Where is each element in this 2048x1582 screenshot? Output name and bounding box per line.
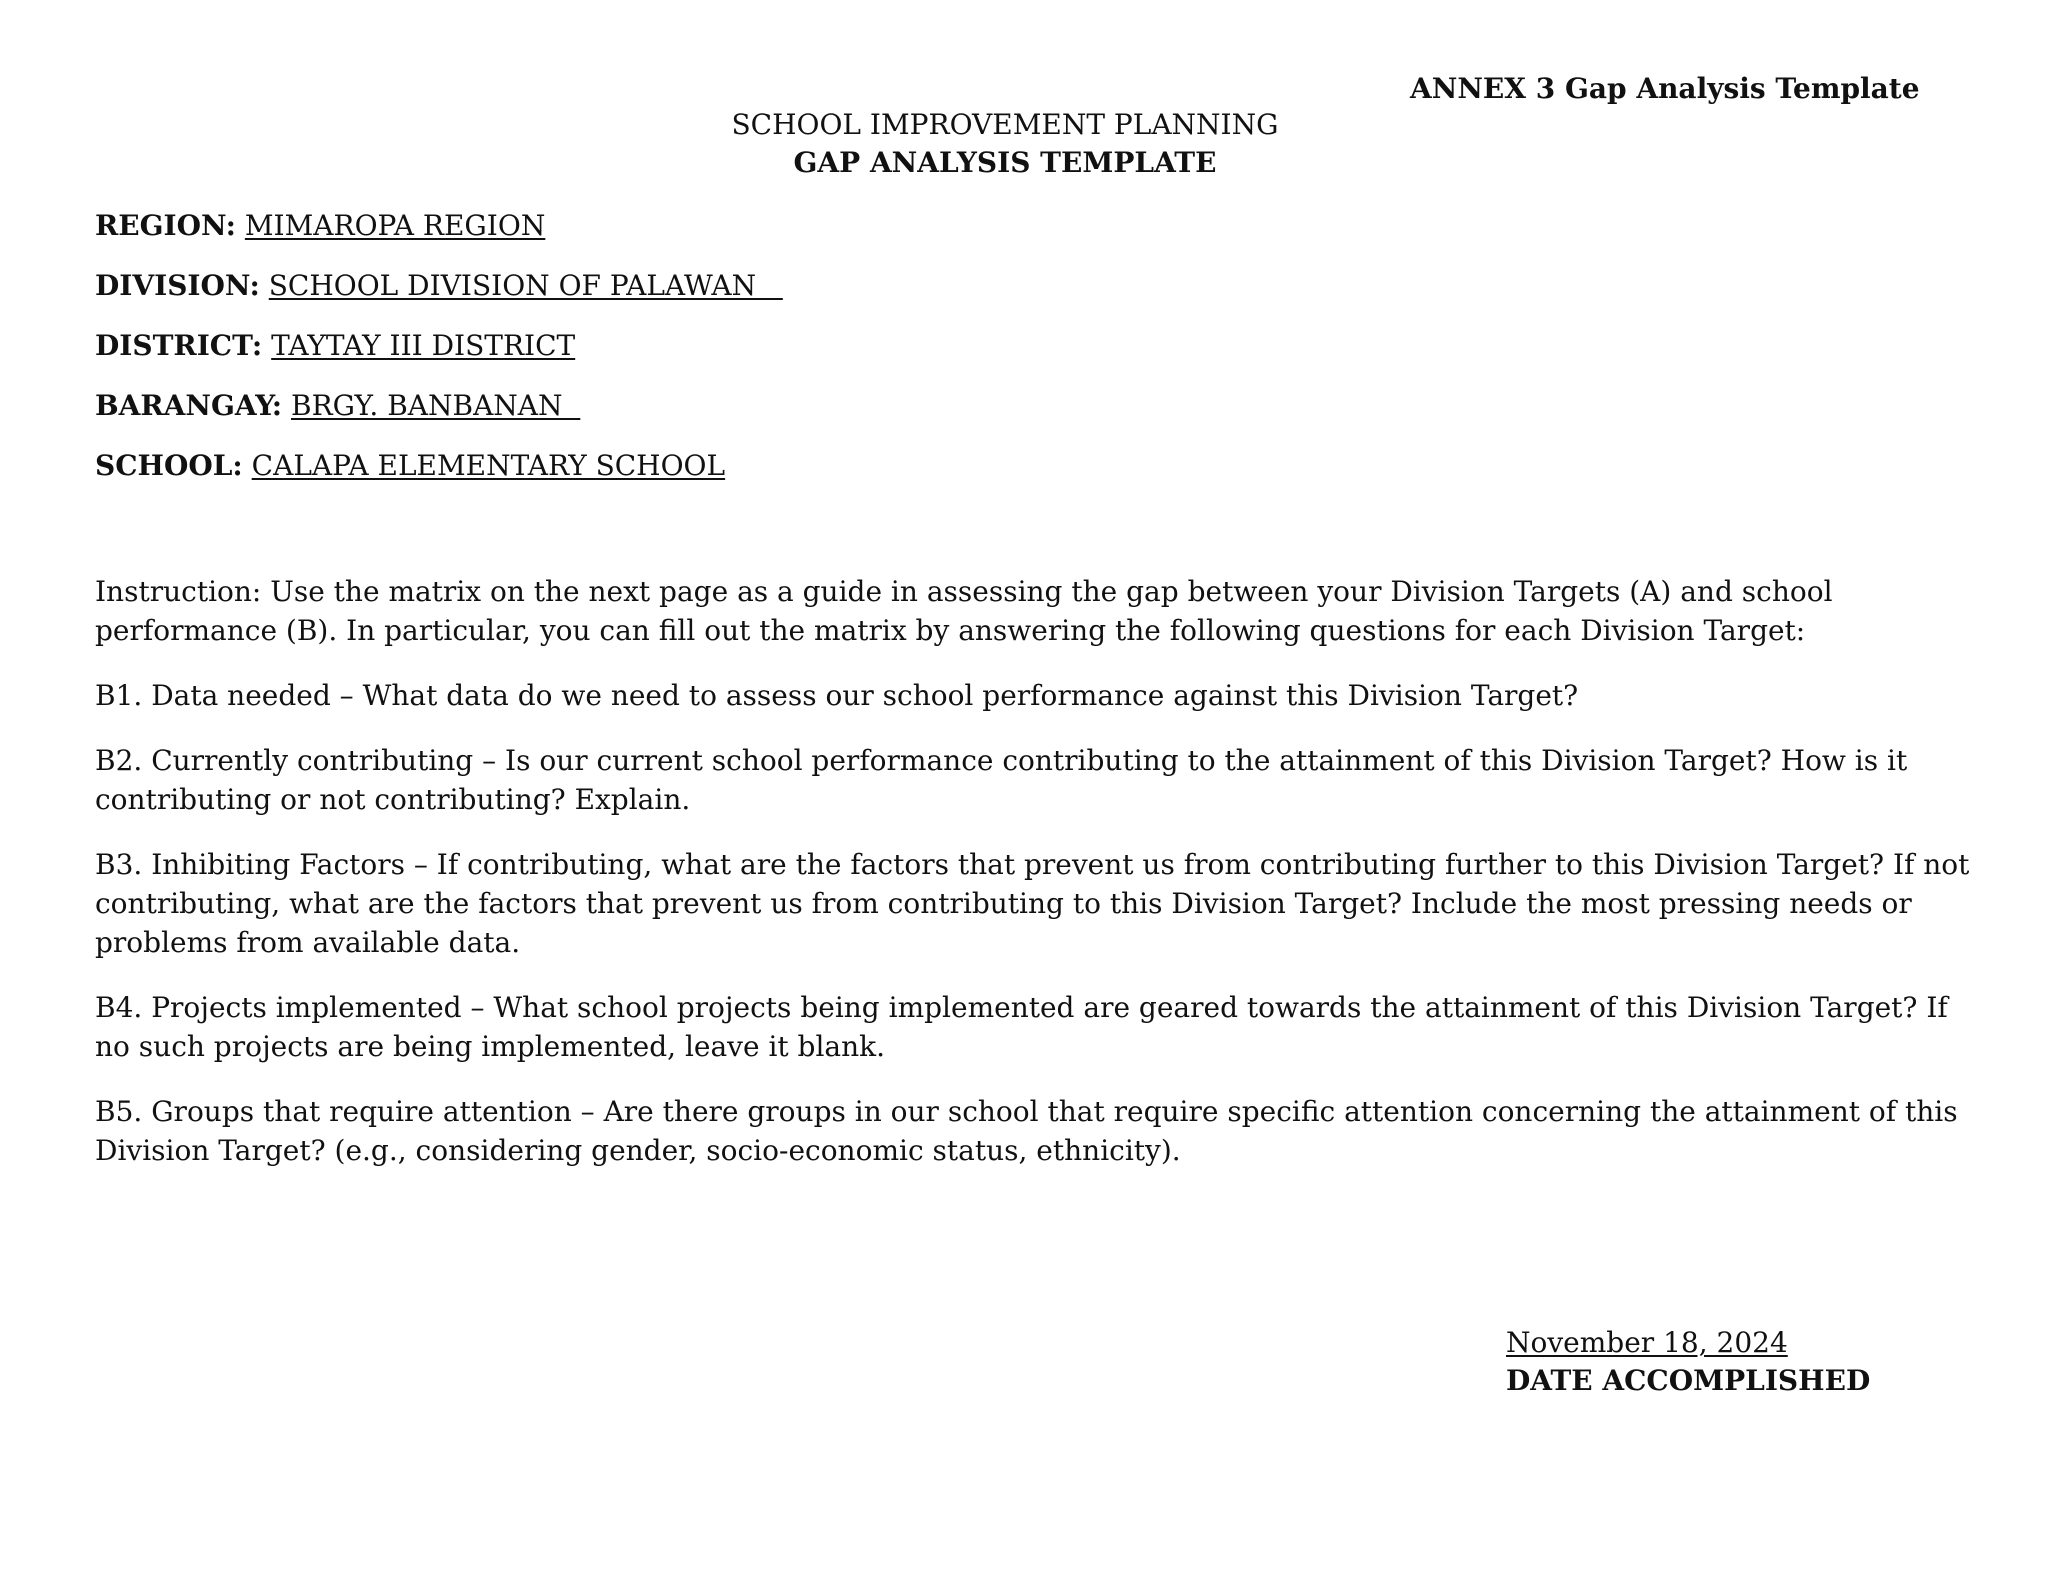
instructions-section (95, 572, 1975, 1196)
school-info-fields (95, 208, 783, 508)
title-block (0, 106, 2010, 182)
instruction-intro: Instruction: Use the matrix on the next page as a guide in assessing the gap between your Division Targets (A) and school performance (B). In particular, you can fill out the matrix by answering the following questions for each Division Target: (95, 575, 1833, 647)
date-accomplished-value: November 18, 2024 (1506, 1326, 1788, 1359)
division-value: SCHOOL DIVISION OF PALAWAN (268, 269, 783, 302)
district-label: DISTRICT: (95, 329, 263, 362)
document-title: SCHOOL IMPROVEMENT PLANNING (731, 108, 1279, 141)
region-label: REGION: (95, 209, 236, 242)
instruction-b2: B2. Currently contributing – Is our current school performance contributing to the attainment of this Division Target? How is it contributing or not contributing? Explain. (95, 744, 1908, 816)
barangay-field (95, 388, 783, 448)
school-label: SCHOOL: (95, 449, 243, 482)
school-value: CALAPA ELEMENTARY SCHOOL (251, 449, 726, 482)
instruction-b3: B3. Inhibiting Factors – If contributing, what are the factors that prevent us from contributing further to this Division Target? If not contributing, what are the factors that prevent us from contributing to this Division Target? Include the most pressing needs or problems from available data. (95, 848, 1970, 959)
district-field (95, 328, 783, 388)
barangay-value: BRGY. BANBANAN (291, 389, 581, 422)
date-accomplished-label: DATE ACCOMPLISHED (1506, 1364, 1871, 1397)
date-block (1506, 1324, 1870, 1400)
region-field (95, 208, 783, 268)
district-value: TAYTAY III DISTRICT (271, 329, 576, 362)
division-field (95, 268, 783, 328)
instruction-b1: B1. Data needed – What data do we need to assess our school performance against this Division Target? (95, 679, 1579, 712)
document-subtitle: GAP ANALYSIS TEMPLATE (793, 146, 1217, 179)
barangay-label: BARANGAY: (95, 389, 283, 422)
division-label: DIVISION: (95, 269, 260, 302)
annex-title: ANNEX 3 Gap Analysis Template (1410, 72, 1920, 105)
region-value: MIMAROPA REGION (244, 209, 546, 242)
instruction-b5: B5. Groups that require attention – Are there groups in our school that require specific attention concerning the attainment of this Division Target? (e.g., considering gender, socio-economic status, ethnicity). (95, 1095, 1958, 1167)
school-field (95, 448, 783, 508)
instruction-b4: B4. Projects implemented – What school projects being implemented are geared towards the attainment of this Division Target? If no such projects are being implemented, leave it blank. (95, 991, 1948, 1063)
